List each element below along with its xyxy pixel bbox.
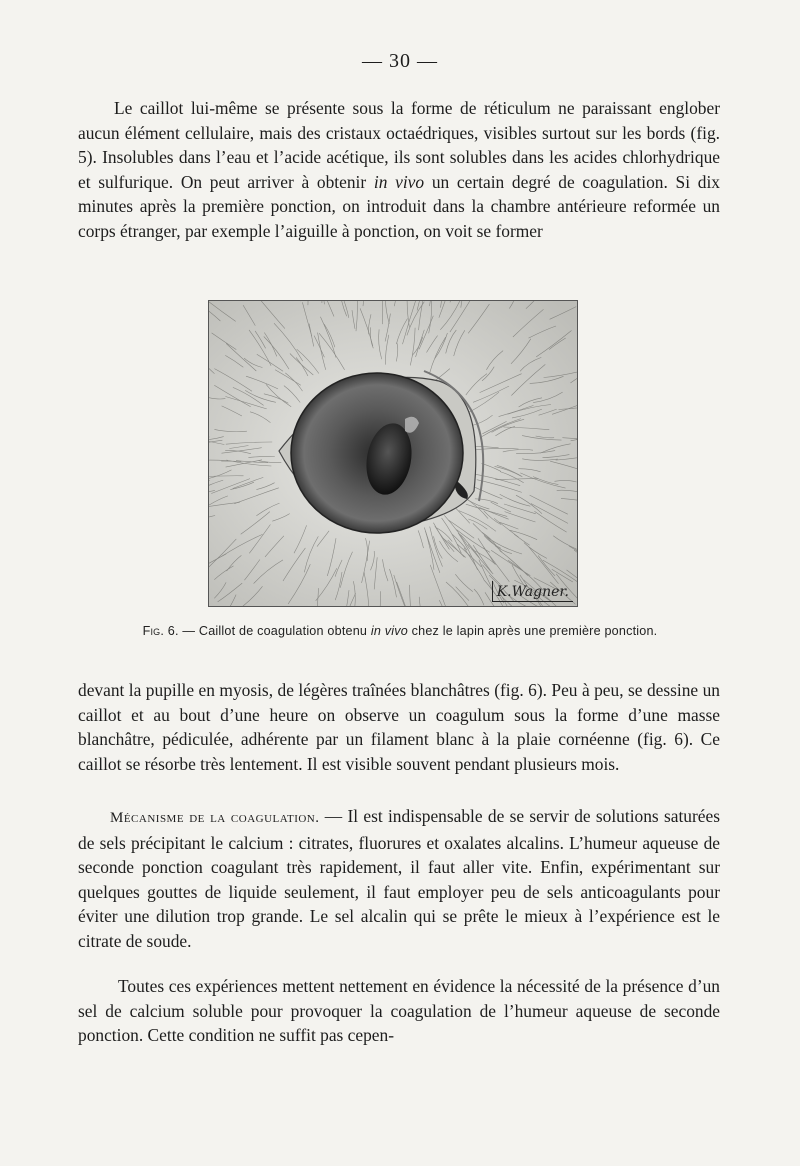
caption-label: Fig. 6.: [142, 624, 179, 638]
paragraph-intro-text: Le caillot lui-même se présente sous la forme de réticulum ne paraissant englober aucun élément cellulaire, mais des cristaux octaédriques, visibles surtout sur les bords (fig. 5). Insolubles dans l’eau et l’acide acétique, ils sont solubles dans les acides chlorhydrique et sulfurique. On peut arriver à obtenir: [78, 98, 720, 192]
artist-signature: K.Wagner.: [496, 584, 569, 600]
figure-eye-illustration: [208, 300, 578, 607]
page-number: — 30 —: [362, 50, 438, 72]
paragraph-intro-end: un certain degré de coagulation. Si dix minutes après la première ponction, on introduit dans la chambre antérieure reformée un corps étranger, par exemple l’aiguille à ponction, on voit se former: [78, 171, 720, 241]
paragraph-mechanism-text: — Il est indispensable de se servir de solutions saturées de sels précipitant le calcium : citrates, fluorures et oxalates alcalins. L’humeur aqueuse de seconde ponction coagulant très rapidement, il faut aller vite. Enfin, expérimentant sur quelques gouttes de liquide seulement, il faut employer peu de sels anticoagulants pour éviter une dilution trop grande. Le sel alcalin qui se prête le mieux à l’expérience est le citrate de soude.: [78, 806, 720, 951]
paragraph-conclusion: Toutes ces expériences mettent nettement en évidence la nécessité de la présence d’un sel de calcium soluble pour provoquer la coagulation de l’humeur aqueuse de seconde ponction. Cette condition ne suffit pas cepen-: [78, 976, 720, 1046]
italic-in-vivo: in vivo: [373, 171, 425, 192]
paragraph-mechanism: [78, 804, 720, 954]
paragraph-intro: [78, 96, 720, 244]
figure-caption: [0, 624, 800, 638]
eye-drawing: [209, 301, 577, 606]
paragraph-coagulum: devant la pupille en myosis, de légères traînées blanchâtres (fig. 6). Peu à peu, se dessine un caillot et au bout d’une heure on observe un coagulum sous la forme d’une masse blanchâtre, pédiculée, adhérente par un filament blanc à la plaie cornéenne (fig. 6). Ce caillot se résorbe très lentement. Il est visible souvent pendant plusieurs mois.: [78, 680, 720, 774]
section-heading: Mécanisme de la coagulation.: [110, 810, 320, 826]
caption-italic: in vivo: [370, 624, 408, 638]
caption-text: — Caillot de coagulation obtenu: [182, 624, 368, 638]
caption-end: chez le lapin après une première ponction.: [411, 624, 658, 638]
